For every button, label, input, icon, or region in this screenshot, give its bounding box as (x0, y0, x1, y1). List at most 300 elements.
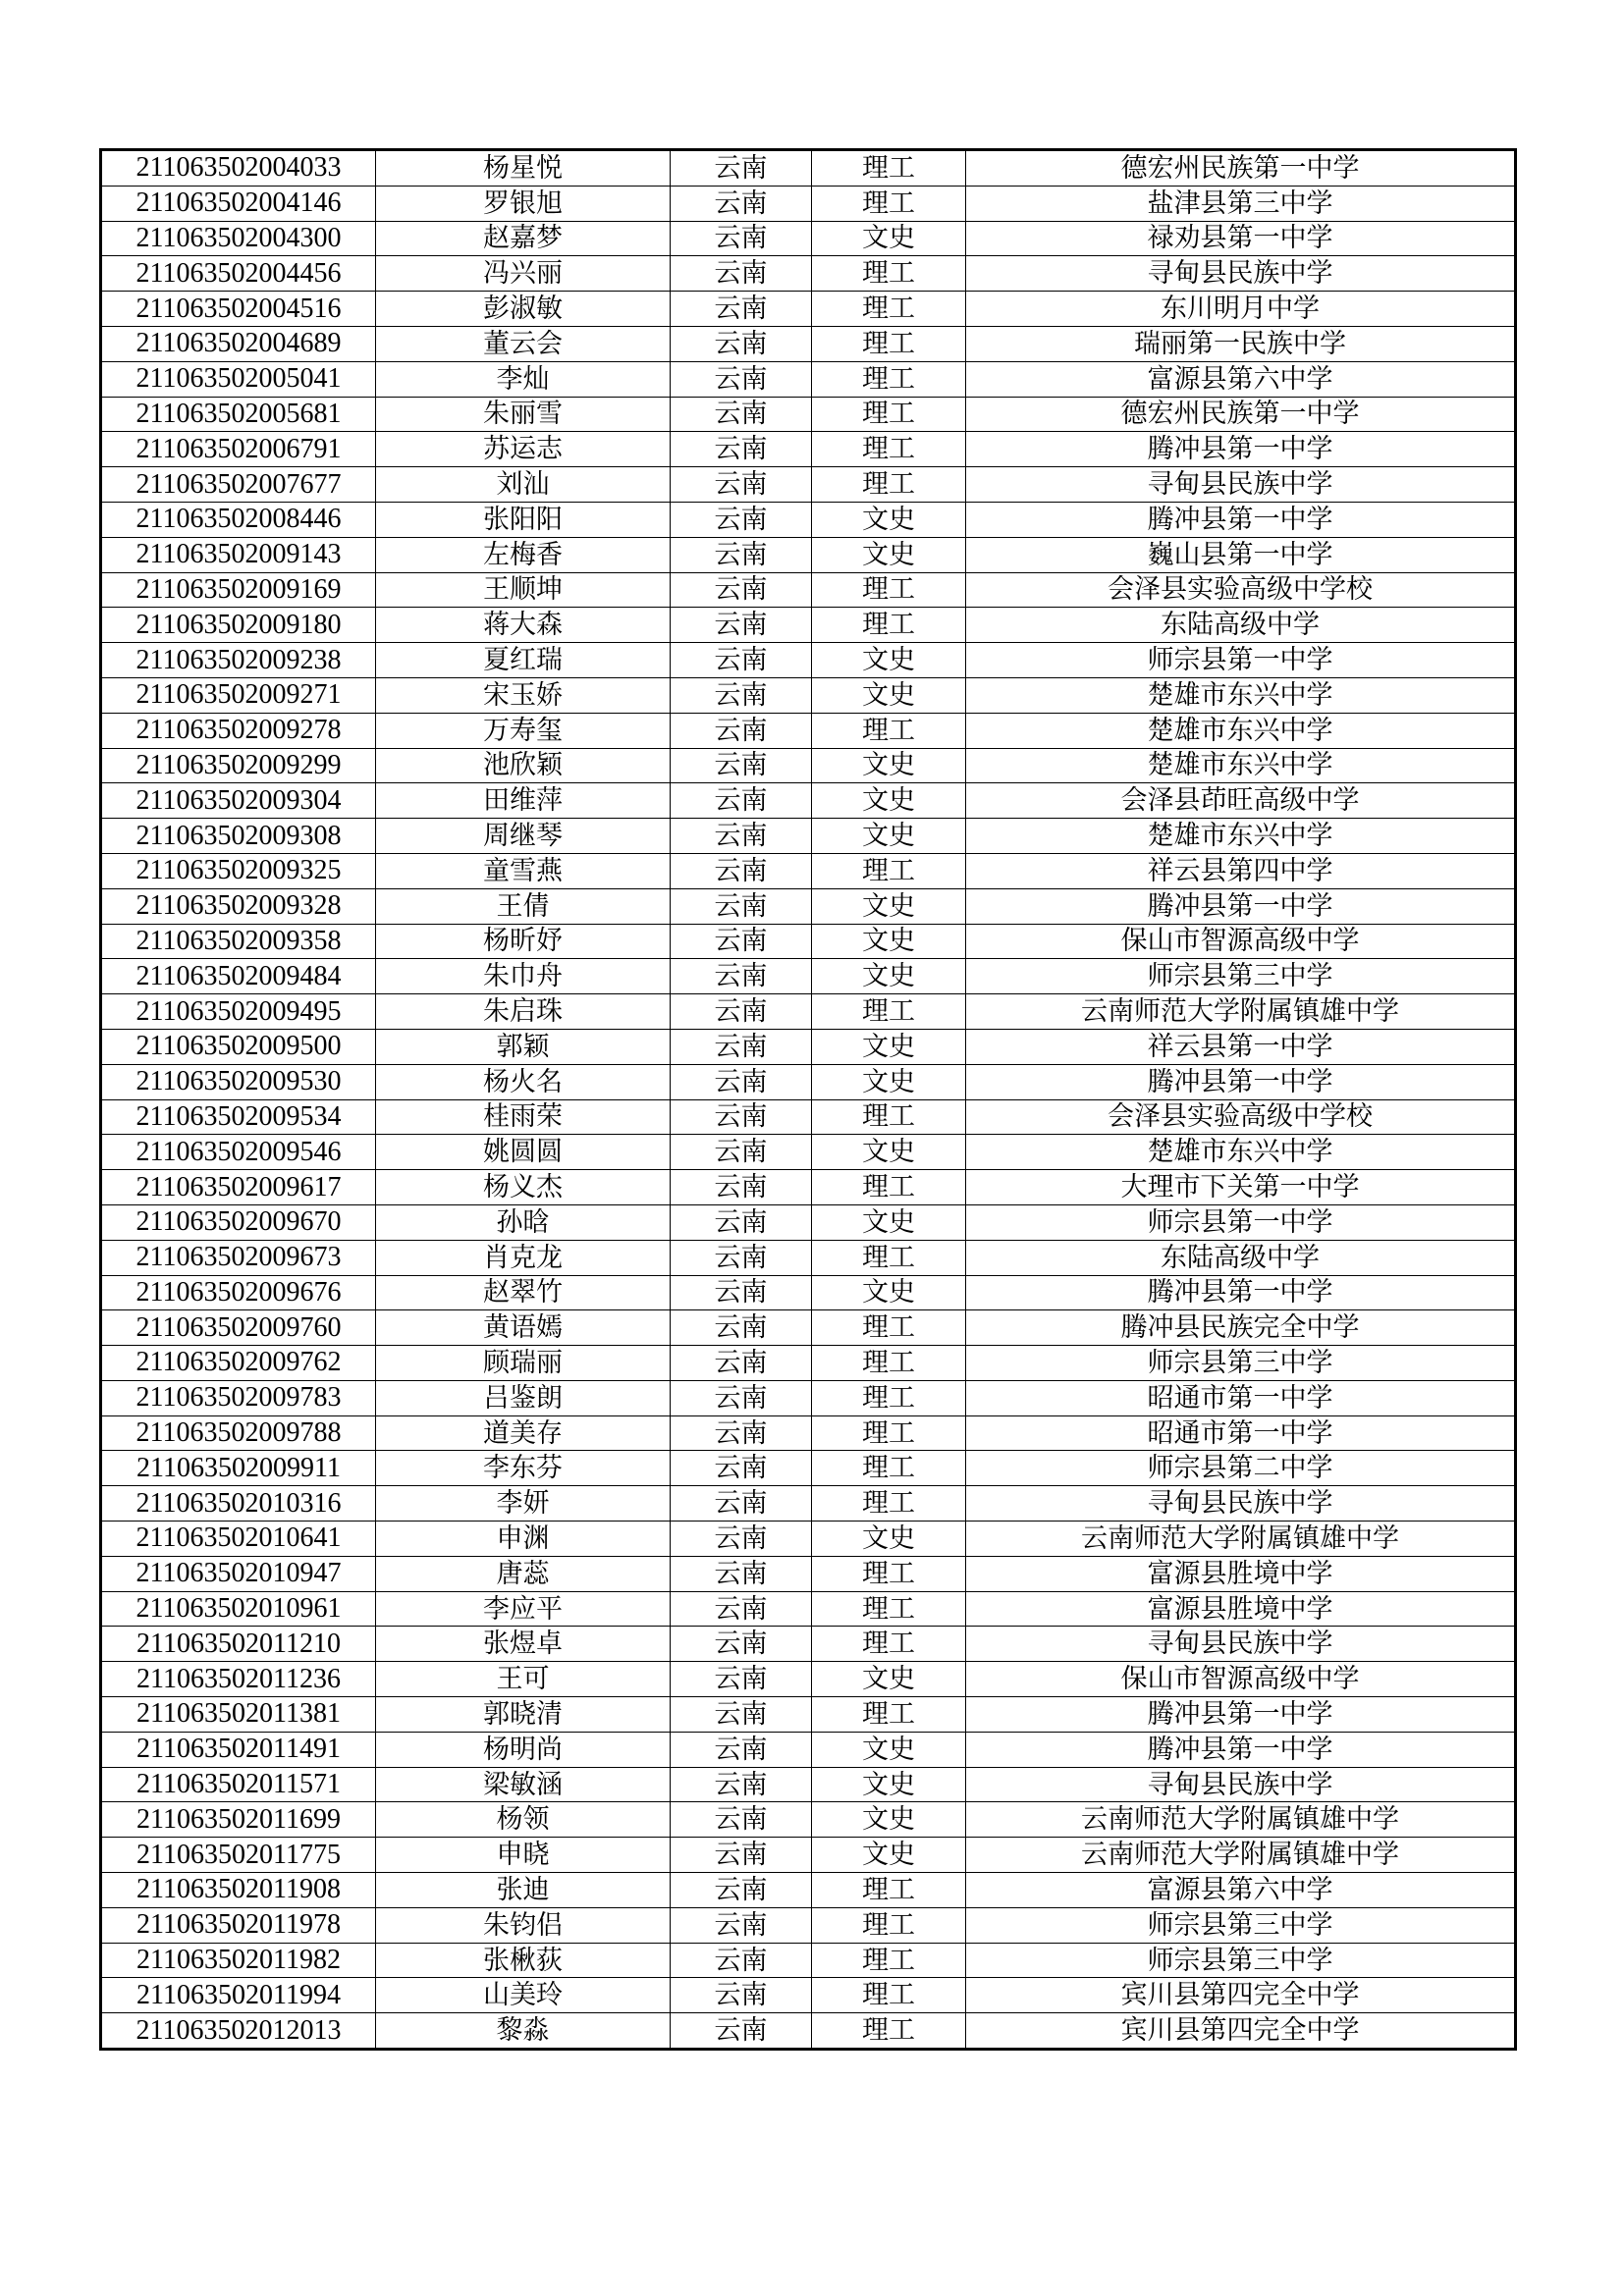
student-name-cell: 梁敏涵 (376, 1767, 671, 1802)
province-cell: 云南 (671, 1591, 812, 1627)
roster-table (99, 148, 1517, 2051)
province-cell: 云南 (671, 888, 812, 924)
school-cell: 师宗县第二中学 (966, 1451, 1516, 1486)
candidate-id-cell: 211063502004300 (101, 221, 376, 256)
table-row (101, 677, 1516, 713)
province-cell: 云南 (671, 397, 812, 432)
school-cell: 云南师范大学附属镇雄中学 (966, 994, 1516, 1030)
student-name-cell: 杨昕妤 (376, 924, 671, 959)
table-row (101, 1697, 1516, 1733)
candidate-id-cell: 211063502011571 (101, 1767, 376, 1802)
student-name-cell: 万寿玺 (376, 713, 671, 748)
track-cell: 理工 (812, 1556, 966, 1591)
table-row (101, 1873, 1516, 1908)
province-cell: 云南 (671, 1838, 812, 1873)
table-row (101, 467, 1516, 503)
candidate-id-cell: 211063502012013 (101, 2013, 376, 2050)
table-row (101, 853, 1516, 888)
student-name-cell: 冯兴丽 (376, 256, 671, 292)
student-name-cell: 道美存 (376, 1415, 671, 1451)
school-cell: 腾冲县第一中学 (966, 432, 1516, 467)
province-cell: 云南 (671, 1978, 812, 2013)
province-cell: 云南 (671, 292, 812, 327)
table-row (101, 150, 1516, 187)
school-cell: 富源县第六中学 (966, 361, 1516, 397)
province-cell: 云南 (671, 924, 812, 959)
table-row (101, 537, 1516, 572)
table-row (101, 1240, 1516, 1275)
table-row (101, 502, 1516, 537)
student-name-cell: 杨火名 (376, 1064, 671, 1099)
table-row (101, 2013, 1516, 2050)
track-cell: 理工 (812, 150, 966, 187)
candidate-id-cell: 211063502009617 (101, 1170, 376, 1205)
track-cell: 理工 (812, 397, 966, 432)
candidate-id-cell: 211063502005041 (101, 361, 376, 397)
student-name-cell: 孙晗 (376, 1204, 671, 1240)
school-cell: 富源县胜境中学 (966, 1591, 1516, 1627)
student-name-cell: 姚圆圆 (376, 1135, 671, 1170)
table-row (101, 432, 1516, 467)
province-cell: 云南 (671, 432, 812, 467)
track-cell: 理工 (812, 713, 966, 748)
table-row (101, 1170, 1516, 1205)
table-row (101, 1767, 1516, 1802)
track-cell: 文史 (812, 819, 966, 854)
track-cell: 文史 (812, 1662, 966, 1697)
province-cell: 云南 (671, 677, 812, 713)
student-name-cell: 张阳阳 (376, 502, 671, 537)
track-cell: 理工 (812, 1415, 966, 1451)
student-name-cell: 山美玲 (376, 1978, 671, 2013)
candidate-id-cell: 211063502009169 (101, 572, 376, 608)
school-cell: 会泽县实验高级中学校 (966, 572, 1516, 608)
student-name-cell: 苏运志 (376, 432, 671, 467)
table-row (101, 1135, 1516, 1170)
province-cell: 云南 (671, 537, 812, 572)
table-row (101, 1662, 1516, 1697)
table-row (101, 1978, 1516, 2013)
track-cell: 文史 (812, 959, 966, 994)
province-cell: 云南 (671, 1135, 812, 1170)
candidate-id-cell: 211063502009180 (101, 608, 376, 643)
province-cell: 云南 (671, 1415, 812, 1451)
candidate-id-cell: 211063502005681 (101, 397, 376, 432)
province-cell: 云南 (671, 186, 812, 221)
track-cell: 文史 (812, 1767, 966, 1802)
province-cell: 云南 (671, 748, 812, 783)
candidate-id-cell: 211063502009788 (101, 1415, 376, 1451)
school-cell: 寻甸县民族中学 (966, 1627, 1516, 1662)
track-cell: 文史 (812, 643, 966, 678)
table-row (101, 361, 1516, 397)
province-cell: 云南 (671, 819, 812, 854)
school-cell: 腾冲县第一中学 (966, 1697, 1516, 1733)
candidate-id-cell: 211063502011994 (101, 1978, 376, 2013)
province-cell: 云南 (671, 467, 812, 503)
province-cell: 云南 (671, 783, 812, 819)
student-name-cell: 田维萍 (376, 783, 671, 819)
school-cell: 东陆高级中学 (966, 1240, 1516, 1275)
student-name-cell: 童雪燕 (376, 853, 671, 888)
candidate-id-cell: 211063502009484 (101, 959, 376, 994)
province-cell: 云南 (671, 1310, 812, 1346)
table-row (101, 924, 1516, 959)
school-cell: 腾冲县第一中学 (966, 1275, 1516, 1310)
table-row (101, 1591, 1516, 1627)
candidate-id-cell: 211063502009534 (101, 1099, 376, 1135)
table-row (101, 1204, 1516, 1240)
candidate-id-cell: 211063502011381 (101, 1697, 376, 1733)
track-cell: 理工 (812, 1310, 966, 1346)
school-cell: 寻甸县民族中学 (966, 1767, 1516, 1802)
track-cell: 理工 (812, 1978, 966, 2013)
table-row (101, 292, 1516, 327)
candidate-id-cell: 211063502009495 (101, 994, 376, 1030)
student-name-cell: 顾瑞丽 (376, 1346, 671, 1381)
track-cell: 理工 (812, 1627, 966, 1662)
province-cell: 云南 (671, 572, 812, 608)
province-cell: 云南 (671, 2013, 812, 2050)
track-cell: 文史 (812, 221, 966, 256)
school-cell: 云南师范大学附属镇雄中学 (966, 1802, 1516, 1838)
school-cell: 富源县胜境中学 (966, 1556, 1516, 1591)
table-row (101, 1486, 1516, 1522)
school-cell: 昭通市第一中学 (966, 1380, 1516, 1415)
school-cell: 师宗县第三中学 (966, 1943, 1516, 1978)
province-cell: 云南 (671, 326, 812, 361)
school-cell: 寻甸县民族中学 (966, 256, 1516, 292)
table-row (101, 1451, 1516, 1486)
student-name-cell: 李东芬 (376, 1451, 671, 1486)
school-cell: 瑞丽第一民族中学 (966, 326, 1516, 361)
track-cell: 理工 (812, 1099, 966, 1135)
province-cell: 云南 (671, 959, 812, 994)
student-name-cell: 杨星悦 (376, 150, 671, 187)
track-cell: 理工 (812, 994, 966, 1030)
table-row (101, 1099, 1516, 1135)
student-name-cell: 唐蕊 (376, 1556, 671, 1591)
candidate-id-cell: 211063502010641 (101, 1522, 376, 1557)
student-name-cell: 桂雨荣 (376, 1099, 671, 1135)
track-cell: 文史 (812, 537, 966, 572)
table-row (101, 256, 1516, 292)
track-cell: 理工 (812, 1380, 966, 1415)
province-cell: 云南 (671, 1029, 812, 1064)
track-cell: 理工 (812, 1873, 966, 1908)
table-row (101, 1064, 1516, 1099)
candidate-id-cell: 211063502009762 (101, 1346, 376, 1381)
province-cell: 云南 (671, 1943, 812, 1978)
table-row (101, 186, 1516, 221)
province-cell: 云南 (671, 1275, 812, 1310)
candidate-id-cell: 211063502004456 (101, 256, 376, 292)
track-cell: 文史 (812, 924, 966, 959)
school-cell: 楚雄市东兴中学 (966, 713, 1516, 748)
school-cell: 富源县第六中学 (966, 1873, 1516, 1908)
table-row (101, 1415, 1516, 1451)
province-cell: 云南 (671, 1346, 812, 1381)
track-cell: 理工 (812, 608, 966, 643)
table-row (101, 1556, 1516, 1591)
province-cell: 云南 (671, 1099, 812, 1135)
track-cell: 理工 (812, 292, 966, 327)
table-row (101, 748, 1516, 783)
candidate-id-cell: 211063502011775 (101, 1838, 376, 1873)
candidate-id-cell: 211063502008446 (101, 502, 376, 537)
school-cell: 会泽县茚旺高级中学 (966, 783, 1516, 819)
student-name-cell: 张迪 (376, 1873, 671, 1908)
school-cell: 保山市智源高级中学 (966, 1662, 1516, 1697)
school-cell: 宾川县第四完全中学 (966, 1978, 1516, 2013)
track-cell: 理工 (812, 572, 966, 608)
track-cell: 理工 (812, 1346, 966, 1381)
student-name-cell: 黄语嫣 (376, 1310, 671, 1346)
candidate-id-cell: 211063502009278 (101, 713, 376, 748)
candidate-id-cell: 211063502009676 (101, 1275, 376, 1310)
track-cell: 理工 (812, 467, 966, 503)
province-cell: 云南 (671, 1732, 812, 1767)
school-cell: 祥云县第四中学 (966, 853, 1516, 888)
school-cell: 师宗县第三中学 (966, 1346, 1516, 1381)
table-row (101, 1838, 1516, 1873)
province-cell: 云南 (671, 256, 812, 292)
student-name-cell: 赵嘉梦 (376, 221, 671, 256)
school-cell: 云南师范大学附属镇雄中学 (966, 1522, 1516, 1557)
candidate-id-cell: 211063502009500 (101, 1029, 376, 1064)
province-cell: 云南 (671, 1556, 812, 1591)
school-cell: 巍山县第一中学 (966, 537, 1516, 572)
province-cell: 云南 (671, 1662, 812, 1697)
candidate-id-cell: 211063502004516 (101, 292, 376, 327)
province-cell: 云南 (671, 1697, 812, 1733)
province-cell: 云南 (671, 1451, 812, 1486)
table-row (101, 1380, 1516, 1415)
candidate-id-cell: 211063502009760 (101, 1310, 376, 1346)
province-cell: 云南 (671, 1204, 812, 1240)
track-cell: 理工 (812, 1451, 966, 1486)
table-row (101, 643, 1516, 678)
candidate-id-cell: 211063502009670 (101, 1204, 376, 1240)
province-cell: 云南 (671, 1627, 812, 1662)
roster-body (101, 150, 1516, 2050)
school-cell: 宾川县第四完全中学 (966, 2013, 1516, 2050)
student-name-cell: 王倩 (376, 888, 671, 924)
track-cell: 理工 (812, 1240, 966, 1275)
student-name-cell: 肖克龙 (376, 1240, 671, 1275)
track-cell: 理工 (812, 1697, 966, 1733)
student-name-cell: 王顺坤 (376, 572, 671, 608)
province-cell: 云南 (671, 1522, 812, 1557)
table-row (101, 783, 1516, 819)
student-name-cell: 池欣颖 (376, 748, 671, 783)
student-name-cell: 申渊 (376, 1522, 671, 1557)
track-cell: 文史 (812, 1732, 966, 1767)
candidate-id-cell: 211063502011978 (101, 1907, 376, 1943)
track-cell: 理工 (812, 326, 966, 361)
track-cell: 理工 (812, 1591, 966, 1627)
student-name-cell: 王可 (376, 1662, 671, 1697)
candidate-id-cell: 211063502009783 (101, 1380, 376, 1415)
candidate-id-cell: 211063502009530 (101, 1064, 376, 1099)
candidate-id-cell: 211063502011210 (101, 1627, 376, 1662)
table-row (101, 994, 1516, 1030)
province-cell: 云南 (671, 1802, 812, 1838)
student-name-cell: 郭颖 (376, 1029, 671, 1064)
table-row (101, 1346, 1516, 1381)
student-name-cell: 赵翠竹 (376, 1275, 671, 1310)
school-cell: 腾冲县第一中学 (966, 1732, 1516, 1767)
track-cell: 文史 (812, 783, 966, 819)
candidate-id-cell: 211063502011699 (101, 1802, 376, 1838)
candidate-id-cell: 211063502009358 (101, 924, 376, 959)
track-cell: 理工 (812, 432, 966, 467)
province-cell: 云南 (671, 150, 812, 187)
student-name-cell: 李灿 (376, 361, 671, 397)
province-cell: 云南 (671, 1486, 812, 1522)
school-cell: 师宗县第一中学 (966, 1204, 1516, 1240)
student-name-cell: 蒋大森 (376, 608, 671, 643)
school-cell: 禄劝县第一中学 (966, 221, 1516, 256)
school-cell: 大理市下关第一中学 (966, 1170, 1516, 1205)
table-row (101, 1943, 1516, 1978)
track-cell: 理工 (812, 1907, 966, 1943)
track-cell: 文史 (812, 888, 966, 924)
table-row (101, 713, 1516, 748)
province-cell: 云南 (671, 643, 812, 678)
school-cell: 德宏州民族第一中学 (966, 150, 1516, 187)
track-cell: 理工 (812, 361, 966, 397)
province-cell: 云南 (671, 1240, 812, 1275)
student-name-cell: 杨明尚 (376, 1732, 671, 1767)
candidate-id-cell: 211063502010316 (101, 1486, 376, 1522)
student-name-cell: 朱丽雪 (376, 397, 671, 432)
school-cell: 楚雄市东兴中学 (966, 748, 1516, 783)
student-name-cell: 申晓 (376, 1838, 671, 1873)
province-cell: 云南 (671, 1170, 812, 1205)
school-cell: 会泽县实验高级中学校 (966, 1099, 1516, 1135)
track-cell: 理工 (812, 1943, 966, 1978)
school-cell: 楚雄市东兴中学 (966, 677, 1516, 713)
track-cell: 文史 (812, 502, 966, 537)
school-cell: 师宗县第一中学 (966, 643, 1516, 678)
province-cell: 云南 (671, 502, 812, 537)
track-cell: 理工 (812, 1486, 966, 1522)
table-row (101, 819, 1516, 854)
student-name-cell: 郭晓清 (376, 1697, 671, 1733)
student-name-cell: 张煜卓 (376, 1627, 671, 1662)
school-cell: 东川明月中学 (966, 292, 1516, 327)
track-cell: 理工 (812, 186, 966, 221)
student-name-cell: 董云会 (376, 326, 671, 361)
track-cell: 理工 (812, 256, 966, 292)
student-name-cell: 彭淑敏 (376, 292, 671, 327)
student-name-cell: 杨义杰 (376, 1170, 671, 1205)
school-cell: 楚雄市东兴中学 (966, 1135, 1516, 1170)
table-row (101, 888, 1516, 924)
school-cell: 腾冲县第一中学 (966, 502, 1516, 537)
track-cell: 文史 (812, 1029, 966, 1064)
candidate-id-cell: 211063502009546 (101, 1135, 376, 1170)
school-cell: 师宗县第三中学 (966, 959, 1516, 994)
province-cell: 云南 (671, 221, 812, 256)
school-cell: 寻甸县民族中学 (966, 1486, 1516, 1522)
track-cell: 文史 (812, 1522, 966, 1557)
candidate-id-cell: 211063502009238 (101, 643, 376, 678)
table-row (101, 1310, 1516, 1346)
table-row (101, 397, 1516, 432)
track-cell: 文史 (812, 1135, 966, 1170)
student-name-cell: 朱巾舟 (376, 959, 671, 994)
school-cell: 腾冲县第一中学 (966, 888, 1516, 924)
track-cell: 理工 (812, 853, 966, 888)
student-name-cell: 李妍 (376, 1486, 671, 1522)
candidate-id-cell: 211063502009308 (101, 819, 376, 854)
school-cell: 保山市智源高级中学 (966, 924, 1516, 959)
province-cell: 云南 (671, 994, 812, 1030)
candidate-id-cell: 211063502011982 (101, 1943, 376, 1978)
track-cell: 文史 (812, 1204, 966, 1240)
province-cell: 云南 (671, 1873, 812, 1908)
student-name-cell: 黎淼 (376, 2013, 671, 2050)
track-cell: 文史 (812, 1275, 966, 1310)
candidate-id-cell: 211063502009271 (101, 677, 376, 713)
school-cell: 师宗县第三中学 (966, 1907, 1516, 1943)
school-cell: 东陆高级中学 (966, 608, 1516, 643)
student-name-cell: 李应平 (376, 1591, 671, 1627)
candidate-id-cell: 211063502010961 (101, 1591, 376, 1627)
candidate-id-cell: 211063502007677 (101, 467, 376, 503)
track-cell: 理工 (812, 2013, 966, 2050)
student-name-cell: 宋玉娇 (376, 677, 671, 713)
student-name-cell: 张楸荻 (376, 1943, 671, 1978)
table-row (101, 1522, 1516, 1557)
province-cell: 云南 (671, 1767, 812, 1802)
table-row (101, 326, 1516, 361)
province-cell: 云南 (671, 1907, 812, 1943)
school-cell: 昭通市第一中学 (966, 1415, 1516, 1451)
track-cell: 文史 (812, 1064, 966, 1099)
candidate-id-cell: 211063502009328 (101, 888, 376, 924)
school-cell: 腾冲县第一中学 (966, 1064, 1516, 1099)
student-name-cell: 朱钧侣 (376, 1907, 671, 1943)
candidate-id-cell: 211063502011908 (101, 1873, 376, 1908)
table-row (101, 1907, 1516, 1943)
track-cell: 文史 (812, 1802, 966, 1838)
student-name-cell: 杨领 (376, 1802, 671, 1838)
province-cell: 云南 (671, 608, 812, 643)
school-cell: 楚雄市东兴中学 (966, 819, 1516, 854)
student-name-cell: 刘汕 (376, 467, 671, 503)
student-name-cell: 罗银旭 (376, 186, 671, 221)
table-row (101, 1802, 1516, 1838)
table-row (101, 1732, 1516, 1767)
table-row (101, 608, 1516, 643)
province-cell: 云南 (671, 1380, 812, 1415)
candidate-id-cell: 211063502009299 (101, 748, 376, 783)
candidate-id-cell: 211063502004689 (101, 326, 376, 361)
candidate-id-cell: 211063502004146 (101, 186, 376, 221)
school-cell: 德宏州民族第一中学 (966, 397, 1516, 432)
student-name-cell: 夏红瑞 (376, 643, 671, 678)
province-cell: 云南 (671, 713, 812, 748)
student-name-cell: 左梅香 (376, 537, 671, 572)
province-cell: 云南 (671, 1064, 812, 1099)
track-cell: 文史 (812, 1838, 966, 1873)
candidate-id-cell: 211063502011236 (101, 1662, 376, 1697)
track-cell: 文史 (812, 677, 966, 713)
school-cell: 盐津县第三中学 (966, 186, 1516, 221)
